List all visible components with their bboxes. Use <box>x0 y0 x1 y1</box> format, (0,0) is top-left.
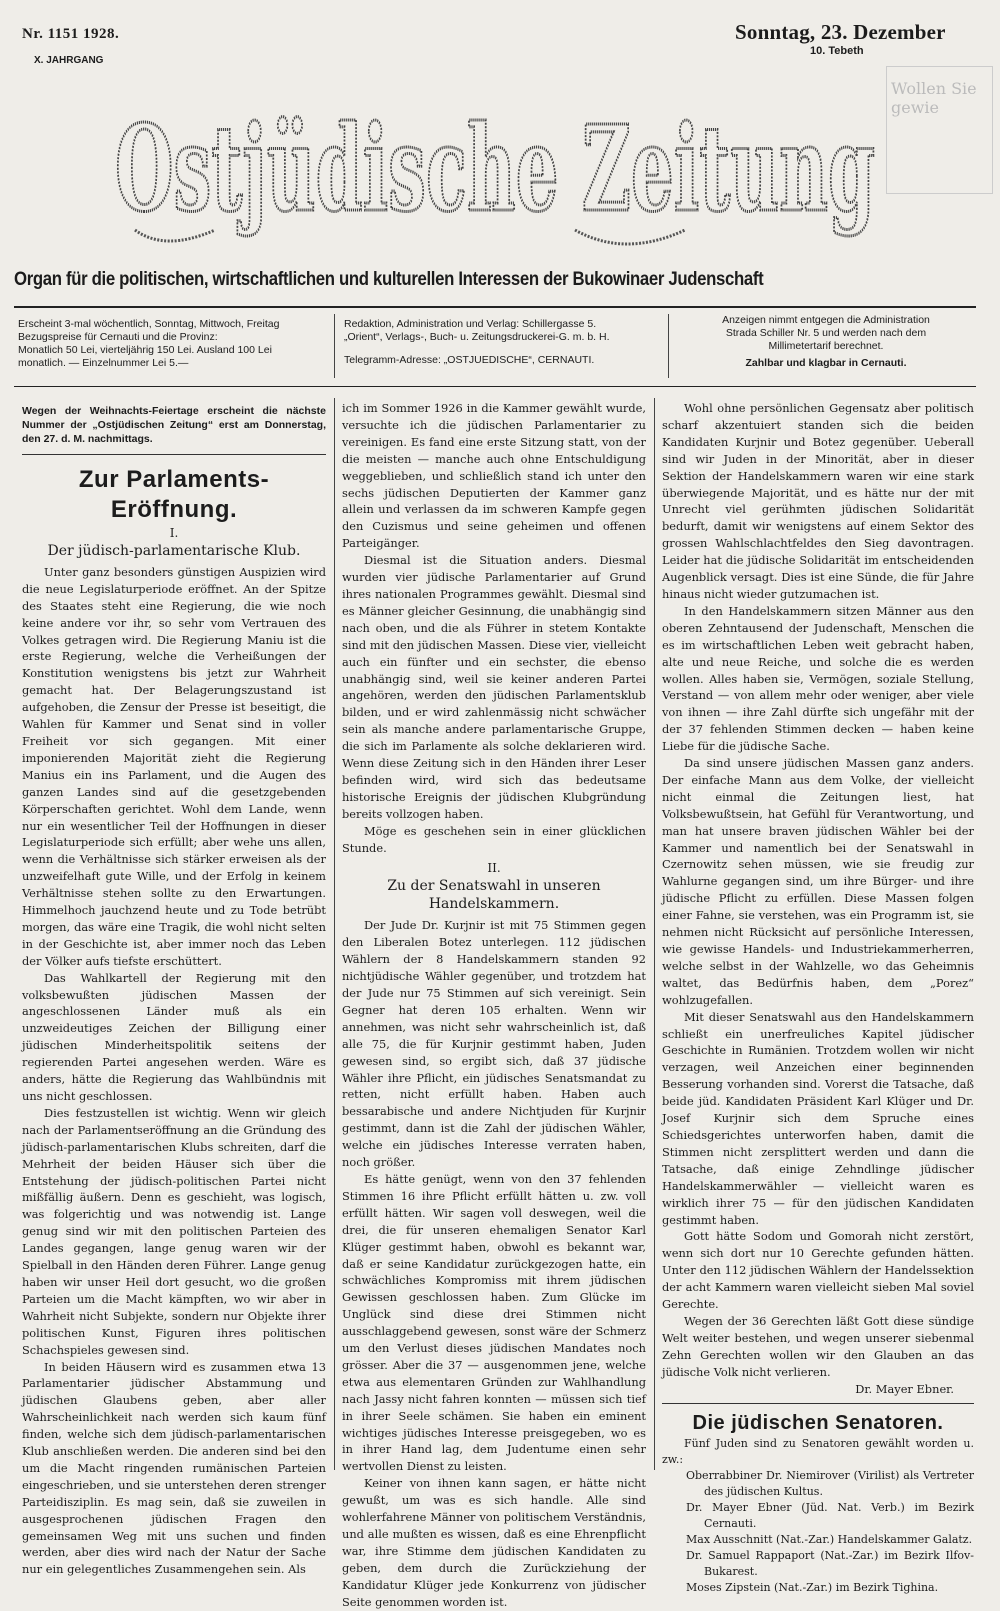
section-heading: Zu der Senatswahl in unseren <box>387 878 601 895</box>
info-line: Redaktion, Administration und Verlag: Schillergasse 5. <box>344 318 597 330</box>
header-rule <box>14 306 976 308</box>
faded-ad-box <box>886 66 993 194</box>
paragraph: Mit dieser Senatswahl aus den Handelskammern schließt ein unerfreuliches Kapitel jüdischer Geschichte in Rumänien. Trotzdem wollen wir nicht verzagen, weil Anzeichen einer beginnenden Besserung vorhanden sind. Vorerst die Tatsache, daß beide jüd. Kandidaten Präsident Karl Klüger und Dr. Josef Kurjnir sich dem Spruche eines Schiedsgerichtes unterworfen haben, damit die Stimmen nicht zersplittert werden und dann die Tatsache, daß einige Zehndlinge jüdischer Handelskammerwähler — vielleicht waren es wirklich ihrer 75 — für den jüdischen Kandidaten gestimmt haben. <box>662 1009 974 1227</box>
senators-list <box>662 1468 974 1596</box>
paragraph: Das Wahlkartell der Regierung mit den volksbewußten jüdischen Massen der angeschlossenen Länder muß als ein unzweideutiges Zeichen der Billigung einer jüdischen Minderheitspolitik seitens der regierenden Partei angesehen werden. Wäre es anders, hätte die Regierung das Wahlbündnis mit uns nicht geschlossen. <box>22 970 326 1103</box>
info-rule <box>14 386 976 387</box>
section-number: I. <box>169 526 179 540</box>
info-line: Bezugspreise für Cernauti und die Provinz: <box>18 331 218 343</box>
paragraph: In den Handelskammern sitzen Männer aus den oberen Zehntausend der Judenschaft, Menschen die es im wirtschaftlichen Leben weit gebracht haben, alte und neue Reiche, und solche die es werden wollen. Alles haben sie, Vermögen, soziale Stellung, Verstand — von allem mehr oder weniger, aber viele von ihnen — ihre Zahl dürfte sich ungefähr mit der der 37 fehlenden Stimmen decken — haben keine Liebe für die jüdische Sache. <box>662 603 974 754</box>
advertising-info <box>676 314 976 370</box>
title-text: Ostjüdische Zeitung <box>115 99 875 238</box>
senator-entry: Dr. Samuel Rappaport (Nat.-Zar.) im Bezirk Ilfov-Bukarest. <box>686 1549 974 1579</box>
paragraph: Diesmal ist die Situation anders. Diesmal wurden vier jüdische Parlamentarier auf Grund ihres nationalen Programmes gewählt. Diesmal sind es Männer gleicher Gesinnung, die unabhängig sind nach oben, und die als Führer in stetem Kontakte sind mit den jüdischen Massen. Diese vier, vielleicht auch ein fünfter und ein sechster, die ebenso unabhängig sind, weil sie keiner anderen Partei angehören, werden den jüdischen Parlamentsklub bilden, und er wird zahlenmässig nicht schwächer sein als manche andere parlamentarische Gruppe, die sich im Parlamente als solche deklarieren wird. Wenn diese Zeitung sich in den Händen ihrer Leser befinden wird, wird sich das bedeutsame historische Ereignis der jüdischen Klubgründung bereits vollzogen haben. <box>342 553 646 821</box>
issue-number: Nr. 1151 1928. <box>22 26 120 42</box>
holiday-notice: Wegen der Weihnachts-Feiertage erscheint die nächste Nummer der „Ostjüdischen Zeitung“ erst am Donnerstag, den 27. d. M. nachmittags. <box>22 405 326 445</box>
paragraph: ich im Sommer 1926 in die Kammer gewählt wurde, versuchte ich die jüdischen Parlamentarier zu vereinigen. Es fand eine erste Sitzung statt, von der die meisten — manche auch ohne Entschuldigung weggeblieben, und schließlich stand ich unter den sechs jüdischen Deputierten der Kammer ganz allein und verlassen da im schweren Kampfe gegen den Cuzismus und seine geheimen und offenen Parteigänger. <box>342 401 646 551</box>
volume-label: X. JAHRGANG <box>34 55 104 66</box>
column-divider <box>334 398 335 1470</box>
section-number: II. <box>487 861 501 876</box>
senator-entry: Oberrabbiner Dr. Niemirover (Virilist) als Vertreter des jüdischen Kultus. <box>686 1469 974 1499</box>
issue-date: Sonntag, 23. Dezember <box>735 20 946 44</box>
paragraph: Der Jude Dr. Kurjnir ist mit 75 Stimmen gegen den Liberalen Botez unterlegen. 112 jüdischen Wählern der 8 Handelskammern standen 92 nichtjüdische Wähler gegenüber, und trotzdem hat der Jude nur 75 Stimmen auf sich vereinigt. Sein Gegner hat deren 105 erhalten. Wenn wir annehmen, was nicht sehr wahrscheinlich ist, daß alle 75, die für Kurjnir gestimmt haben, Juden gewesen sind, so ergibt sich, daß 37 jüdische Wähler ihre Pflicht, ein jüdisches Senatsmandat zu retten, nicht erfüllt haben. Haben auch bessarabische und andere Nichtjuden für Kurjnir gestimmt, dann ist die Zahl der jüdischen Wähler, welche ein jüdisches Interesse verraten haben, noch größer. <box>342 918 646 1170</box>
info-line: Monatlich 50 Lei, vierteljährig 150 Lei. Ausland 100 Lei <box>18 344 272 356</box>
faded-ad-text: Wollen Sie gewie <box>891 79 977 117</box>
paragraph: Dies festzustellen ist wichtig. Wenn wir gleich nach der Parlamentseröffnung an die Gründung des jüdisch-parlamentarischen Klubs schreiten, darf die Mehrheit der beiden Häuser sich über die Entstehung der jüdisch-politischen Partei nicht mißfällig äußern. Denn es geschieht, was logisch, was folgerichtig und was notwendig ist. Lange genug sind wir mit den politischen Parteien des Landes gegangen, lange genug waren wir der Spielball in den Händen deren Führer. Lange genug haben wir unser Heil dort gesucht, wo die großen Parteien um die Macht kämpften, wo wir aber in Wahrheit nicht Subjekte, sondern nur Objekte ihrer politischen Kunst, Figuren ihres politischen Schachspieles gewesen sind. <box>22 1105 326 1357</box>
senators-headline: Die jüdischen Senatoren. <box>692 1412 944 1435</box>
column-2 <box>342 400 646 1611</box>
column-divider <box>334 314 335 378</box>
subscription-info <box>18 318 324 370</box>
senators-intro: Fünf Juden sind zu Senatoren gewählt worden u. zw.: <box>662 1437 974 1467</box>
paragraph: Wohl ohne persönlichen Gegensatz aber politisch scharf akzentuiert standen sich die beiden Kandidaten Kurjnir und Botez gegenüber. Ueberall sind wir Juden in der Minorität, aber in dieser Sektion der Handelskammern waren wir eine stark überwiegende Majorität, und es hätte nur der mit Unrecht viel gerühmten jüdischen Solidarität bedurft, damit wir wenigstens auf einem Sektor des grossen Wahlschlachtfeldes den Sieg davontragen. Leider hat die jüdische Solidarität im entscheidenden Augenblick versagt. Dies ist eine Sünde, die für Jahre hinaus nicht wieder gutzumachen ist. <box>662 401 974 601</box>
newspaper-title <box>105 80 885 260</box>
info-line: Telegramm-Adresse: „OSTJUEDISCHE“, CERNAUTI. <box>344 354 595 366</box>
column-3 <box>662 400 974 1596</box>
editorial-info <box>344 318 660 367</box>
paragraph: Keiner von ihnen kann sagen, er hätte nicht gewußt, um was es sich handle. Alle sind wohlerfahrene Männer von politischem Verständnis, und alle mußten es wissen, daß es eine Ehrenpflicht war, ihre Stimme dem jüdischen Kandidaten zu geben, dem durch die Zurückziehung der Kandidatur Klüger jede Konkurrenz von jüdischer Seite genommen worden ist. <box>342 1476 646 1609</box>
divider <box>662 1403 974 1404</box>
paragraph: Es hätte genügt, wenn von den 37 fehlenden Stimmen 16 ihre Pflicht erfüllt hätten u. zw. voll erfüllt hätten. Wir sagen voll deswegen, weil die drei, die für unseren ehemaligen Senator Karl Klüger gestimmt haben, obwohl es bekannt war, daß er seine Kandidatur zurückgezogen hatte, ein schwächliches Kompromiss mit ihrem jüdischen Gewissen geschlossen haben. Zum Glücke im Unglück sind diese drei Stimmen nicht ausschlaggebend gewesen, sonst wäre der Schmerz um den Verlust dieses jüdischen Mandates noch grösser. Aber die 37 — ausgenommen jene, welche etwa aus elementaren Gründen zur Wahlhandlung nach Jassy nicht fahren konnten — müssen sich tief in ihrer Seele schämen. Sie haben ein eminent wichtiges jüdisches Interesse preisgegeben, wo es in ihrer Hand lag, dem Judentume einen sehr wertvollen Dienst zu leisten. <box>342 1171 646 1474</box>
info-line: Erscheint 3-mal wöchentlich, Sonntag, Mittwoch, Freitag <box>18 318 280 330</box>
column-divider <box>668 314 669 378</box>
subtitle: Organ für die politischen, wirtschaftlichen und kulturellen Interessen der Bukowinaer Judenschaft <box>14 268 764 290</box>
paragraph: Möge es geschehen sein in einer glücklichen Stunde. <box>342 823 646 855</box>
section-heading: Der jüdisch-parlamentarische Klub. <box>47 542 301 559</box>
info-line: „Orient“, Verlags-, Buch- u. Zeitungsdruckerei-G. m. b. H. <box>344 331 610 343</box>
senator-entry: Dr. Mayer Ebner (Jüd. Nat. Verb.) im Bezirk Cernauti. <box>686 1501 974 1531</box>
column-1 <box>22 404 326 1578</box>
hebrew-date: 10. Tebeth <box>810 45 864 57</box>
info-line: Millimetertarif berechnet. <box>768 340 884 352</box>
section-heading: Handelskammern. <box>428 896 560 913</box>
info-line: Zahlbar und klagbar in Cernauti. <box>745 357 907 369</box>
divider <box>22 454 326 455</box>
column-divider <box>654 398 655 1470</box>
info-line: Strada Schiller Nr. 5 und werden nach dem <box>725 327 927 339</box>
info-line: monatlich. — Einzelnummer Lei 5.— <box>18 357 189 369</box>
paragraph: Wegen der 36 Gerechten läßt Gott diese sündige Welt weiter bestehen, und wegen unserer siebenmal Zehn Gerechten wollen wir den Glauben an das jüdische Volk nicht verlieren. <box>662 1313 974 1379</box>
author-signature: Dr. Mayer Ebner. <box>855 1381 954 1396</box>
paragraph: Da sind unsere jüdischen Massen ganz anders. Der einfache Mann aus dem Volke, der vielleicht nicht einmal die Zeitungen liest, hat Volksbewußtsein, hat Gefühl für Verantwortung, und man hat unsere braven jüdischen Wähler bei der Kammer und namentlich bei der Senatswahl in Czernowitz sehen müssen, wie sie freudig zur Wahlurne gegangen sind, um ihre Bürger- und ihre jüdische Pflicht zu erfüllen. Diese Massen folgen einer Fahne, sie verstehen, was ein Programm ist, sie nehmen nicht Rücksicht auf persönliche Interessen, wie gewisse Handels- und Industriekammerherren, welche selbst in der Wahlzelle, wo das Geheimnis waltet, das Bedürfnis haben, dem „Porez“ wohlzugefallen. <box>662 756 974 1007</box>
paragraph: In beiden Häusern wird es zusammen etwa 13 Parlamentarier jüdischer Abstammung und jüdischen Glaubens geben, aber aller Wahrscheinlichkeit nach werden sich kaum fünf finden, welche sich dem jüdisch-parlamentarischen Klub anschließen werden. Die anderen sind bei den um die Macht ringenden rumänischen Parteien eingeschrieben, und sie unterstehen deren strenger Parteidisziplin. Es mag sein, daß sie zuweilen in ausgesprochenen jüdischen Fragen den gemeinsamen Weg mit uns suchen und finden werden, aber dies wird nach der Natur der Sache nur ein gelegentliches Zusammengehen sein. Als <box>22 1359 326 1577</box>
senator-entry: Moses Zipstein (Nat.-Zar.) im Bezirk Tighina. <box>686 1581 939 1595</box>
info-line: Anzeigen nimmt entgegen die Administration <box>722 314 930 326</box>
paragraph: Unter ganz besonders günstigen Auspizien wird die neue Legislaturperiode eröffnet. An der Spitze des Staates steht eine Regierung, die wie noch keine andere vor ihr, so sehr vom Vertrauen des Volkes getragen wird. Die Regierung Maniu ist die erste Regierung, welche die Verheißungen der Konstitution wenigstens bis jetzt zur Wahrheit gemacht hat. Der Belagerungszustand ist aufgehoben, die Zensur der Presse ist beseitigt, die Wahlen für Kammer und Senat sind in voller Freiheit vor sich gegangen. Mit einer imponierenden Majorität zieht die Regierung Manius ein ins Parlament, und die Augen des ganzen Landes sind auf die gesetzgebenden Körperschaften gerichtet. Wohl dem Lande, wenn nur ein wesentlicher Teil der Hoffnungen in dieser Legislaturperiode sich erfüllt; aber wehe uns allen, wenn die Verhältnisse sich stärker erweisen als der unzweifelhaft gute Wille, und der Erfolg in keinem Verhältnisse stehen sollte zu den Erwartungen. Himmelhoch jauchzend heute und zu Tode betrübt morgen, das wäre eine Tragik, die wohl nicht selten in der Geschichte ist, aber immer noch das Leben der Völker aufs tiefste erschüttert. <box>22 564 326 968</box>
headline-part-2: Eröffnung. <box>110 496 238 523</box>
senator-entry: Max Ausschnitt (Nat.-Zar.) Handelskammer Galatz. <box>686 1533 973 1547</box>
headline-part-1: Zur Parlaments- <box>78 466 270 493</box>
paragraph: Gott hätte Sodom und Gomorah nicht zerstört, wenn sich dort nur 10 Gerechte gefunden hätten. Unter den 112 jüdischen Wählern der Handelssektion der acht Kammern waren vielleicht sieben Mal soviel Gerechte. <box>662 1229 974 1312</box>
